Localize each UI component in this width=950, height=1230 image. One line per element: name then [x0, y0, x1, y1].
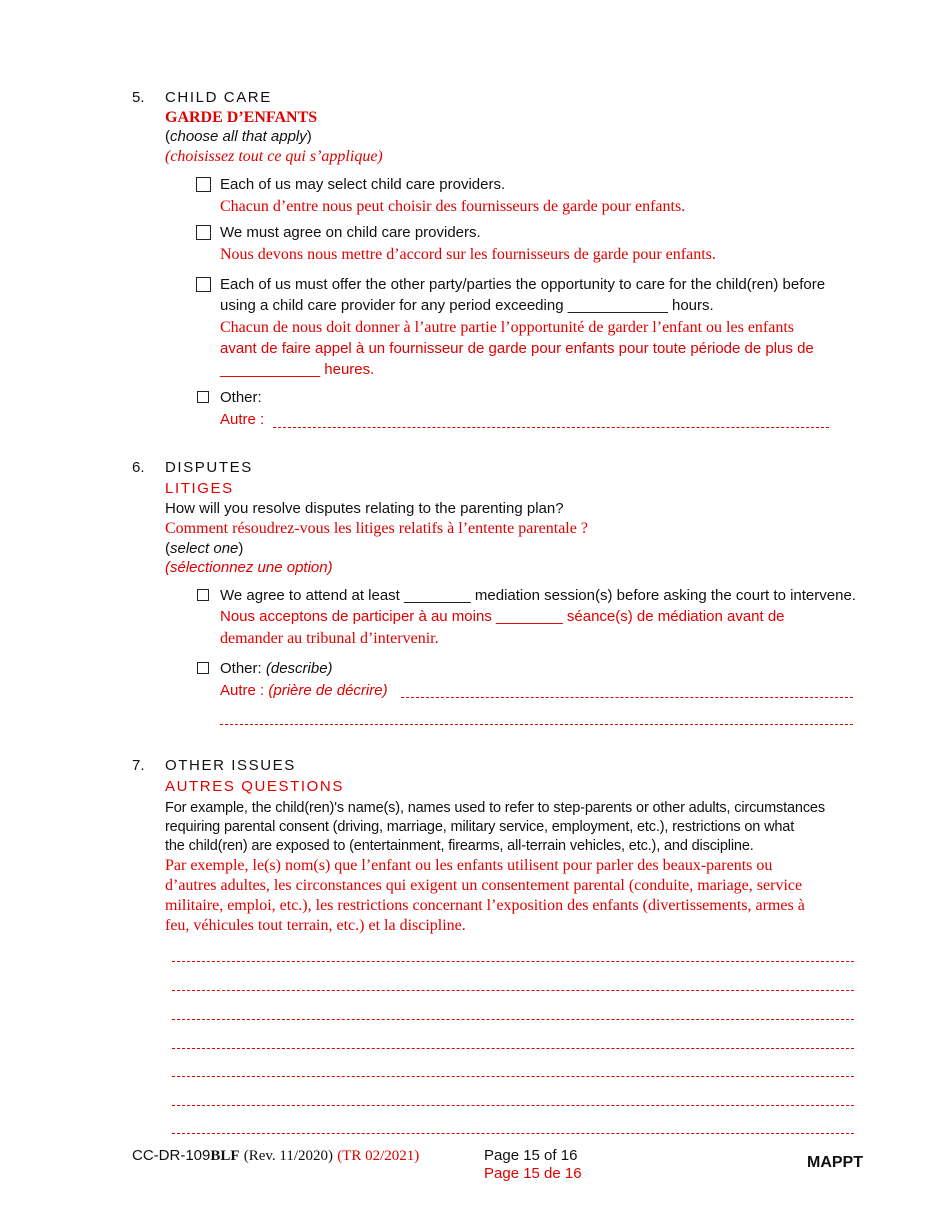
option-text-fr: avant de faire appel à un fournisseur de garde pour enfants pour toute période de plus de [220, 340, 814, 357]
option-text-fr: Nous devons nous mettre d’accord sur les fournisseurs de garde pour enfants. [220, 246, 716, 263]
other-issues-input-line[interactable] [172, 1076, 854, 1077]
other-issues-input-line[interactable] [172, 990, 854, 991]
section-5-title-fr: GARDE D’ENFANTS [165, 109, 318, 126]
other-dispute-input[interactable] [401, 697, 853, 698]
section-7-paragraph-fr: militaire, emploi, etc.), les restrictions concernant l’exposition des enfants (divertissements, armes à [165, 897, 805, 914]
checkbox-childcare-select[interactable] [196, 177, 211, 192]
section-6-question: How will you resolve disputes relating to the parenting plan? [165, 500, 564, 517]
option-text-fr: Chacun de nous doit donner à l’autre partie l’opportunité de garder l’enfant ou les enfants [220, 319, 795, 336]
other-dispute-input-line2[interactable] [220, 724, 853, 725]
section-7-paragraph-fr: Par exemple, le(s) nom(s) que l’enfant ou les enfants utilisent pour parler des beaux-parents ou [165, 857, 773, 874]
checkbox-childcare-other[interactable] [197, 391, 209, 403]
option-text: using a child care provider for any period exceeding ____________ hours. [220, 297, 714, 314]
option-text-fr: Autre : (prière de décrire) [220, 682, 388, 699]
option-text: Other: [220, 389, 262, 406]
page-number: Page 15 of 16 [484, 1147, 578, 1164]
section-5-number: 5. [132, 89, 145, 106]
section-6-number: 6. [132, 459, 145, 476]
option-text: We must agree on child care providers. [220, 224, 481, 241]
option-text-fr: Nous acceptons de participer à au moins ________ séance(s) de médiation avant de [220, 608, 785, 625]
section-5-instruction: (choose all that apply) [165, 128, 312, 145]
section-6-title: DISPUTES [165, 459, 253, 476]
section-7-paragraph: requiring parental consent (driving, marriage, military service, employment, etc.), restrictions on what [165, 819, 795, 835]
section-7-paragraph: the child(ren) are exposed to (entertainment, firearms, all-terrain vehicles, etc.), and discipline. [165, 838, 754, 854]
checkbox-dispute-mediation[interactable] [197, 589, 209, 601]
option-text-fr: ____________ heures. [220, 361, 375, 378]
form-acronym: MAPPT [807, 1154, 863, 1171]
section-7-paragraph-fr: d’autres adultes, les circonstances qui exigent un consentement parental (conduite, mariage, service [165, 877, 803, 894]
section-5-title: CHILD CARE [165, 89, 272, 106]
option-text: Each of us may select child care providers. [220, 176, 506, 193]
option-text: We agree to attend at least ________ mediation session(s) before asking the court to intervene. [220, 587, 856, 604]
form-code: CC-DR-109BLF (Rev. 11/2020) (TR 02/2021) [132, 1147, 420, 1164]
other-issues-input-line[interactable] [172, 1048, 854, 1049]
option-text: Other: (describe) [220, 660, 333, 677]
section-5-instruction-fr: (choisissez tout ce qui s’applique) [165, 148, 383, 165]
checkbox-childcare-agree[interactable] [196, 225, 211, 240]
other-issues-input-line[interactable] [172, 961, 854, 962]
option-text-fr: demander au tribunal d’intervenir. [220, 630, 439, 647]
section-6-instruction: (select one) [165, 540, 244, 557]
option-text-fr: Chacun d’entre nous peut choisir des fournisseurs de garde pour enfants. [220, 198, 686, 215]
section-7-title: OTHER ISSUES [165, 757, 296, 774]
section-7-paragraph: For example, the child(ren)'s name(s), names used to refer to step-parents or other adults, circumstances [165, 800, 825, 816]
other-issues-input-line[interactable] [172, 1133, 854, 1134]
other-childcare-input[interactable] [273, 427, 829, 428]
section-6-question-fr: Comment résoudrez-vous les litiges relatifs à l’entente parentale ? [165, 520, 588, 537]
section-6-title-fr: LITIGES [165, 480, 234, 497]
option-text-fr: Autre : [220, 411, 265, 428]
other-issues-input-line[interactable] [172, 1105, 854, 1106]
other-issues-input-line[interactable] [172, 1019, 854, 1020]
section-7-title-fr: AUTRES QUESTIONS [165, 778, 344, 795]
page-number-fr: Page 15 de 16 [484, 1165, 582, 1182]
checkbox-childcare-offer[interactable] [196, 277, 211, 292]
checkbox-dispute-other[interactable] [197, 662, 209, 674]
section-6-instruction-fr: (sélectionnez une option) [165, 559, 333, 576]
section-7-paragraph-fr: feu, véhicules tout terrain, etc.) et la discipline. [165, 917, 466, 934]
option-text: Each of us must offer the other party/parties the opportunity to care for the child(ren) before [220, 276, 826, 293]
section-7-number: 7. [132, 757, 145, 774]
